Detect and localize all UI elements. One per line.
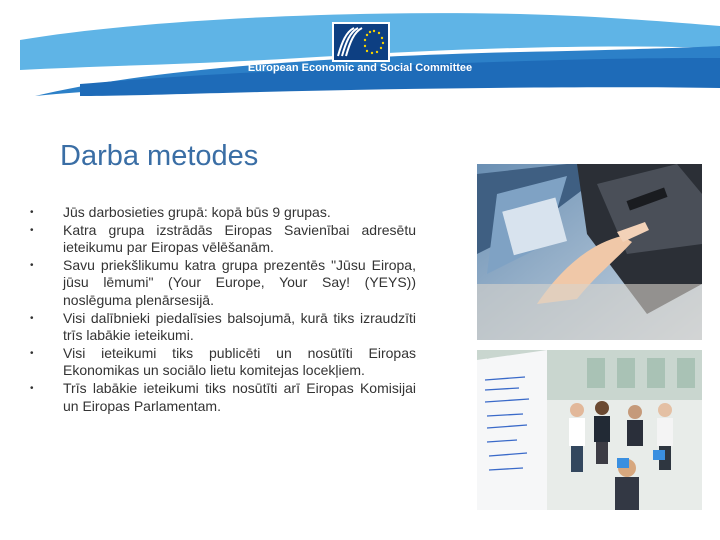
organization-name: European Economic and Social Committee (247, 62, 473, 74)
bullet-glyph: • (30, 382, 34, 394)
bullet-text: Katra grupa izstrādās Eiropas Savienībai adresētu ieteikumu par Eiropas vēlēšanām. (63, 221, 416, 256)
bullet-item (30, 257, 416, 310)
bullet-text: Trīs labākie ieteikumi tiks nosūtīti arī Eiropas Komisijai un Eiropas Parlamentam. (63, 379, 416, 414)
bullet-item (30, 204, 416, 222)
bullet-glyph: • (30, 207, 34, 218)
bullet-glyph: • (30, 224, 34, 236)
bullet-glyph: • (30, 259, 34, 271)
eesc-logo-icon (332, 22, 390, 62)
bullet-item (30, 222, 416, 257)
bullet-item (30, 310, 416, 345)
header-banner (0, 0, 720, 110)
slide-title: Darba metodes (60, 140, 259, 172)
bullet-text: Visi dalībnieki piedalīsies balsojumā, kurā tiks izraudzīti trīs labākie ieteikumi. (63, 309, 416, 344)
bullet-text: Jūs darbosieties grupā: kopā būs 9 grupas. (63, 204, 331, 220)
bullet-glyph: • (30, 347, 34, 359)
bullet-text: Visi ieteikumi tiks publicēti un nosūtīti Eiropas Ekonomikas un sociālo lietu komitejas locekļiem. (63, 344, 416, 379)
group-discussion-photo (477, 350, 702, 510)
bullet-item (30, 380, 416, 415)
bullet-item (30, 345, 416, 380)
bullet-list (30, 204, 416, 415)
voting-machine-photo (477, 164, 702, 340)
bullet-text: Savu priekšlikumu katra grupa prezentēs "Jūsu Eiropa, jūsu lēmumi" (Your Europe, Your Say! (YEYS)) noslēguma plenārsesijā. (63, 256, 416, 308)
bullet-glyph: • (30, 312, 34, 324)
